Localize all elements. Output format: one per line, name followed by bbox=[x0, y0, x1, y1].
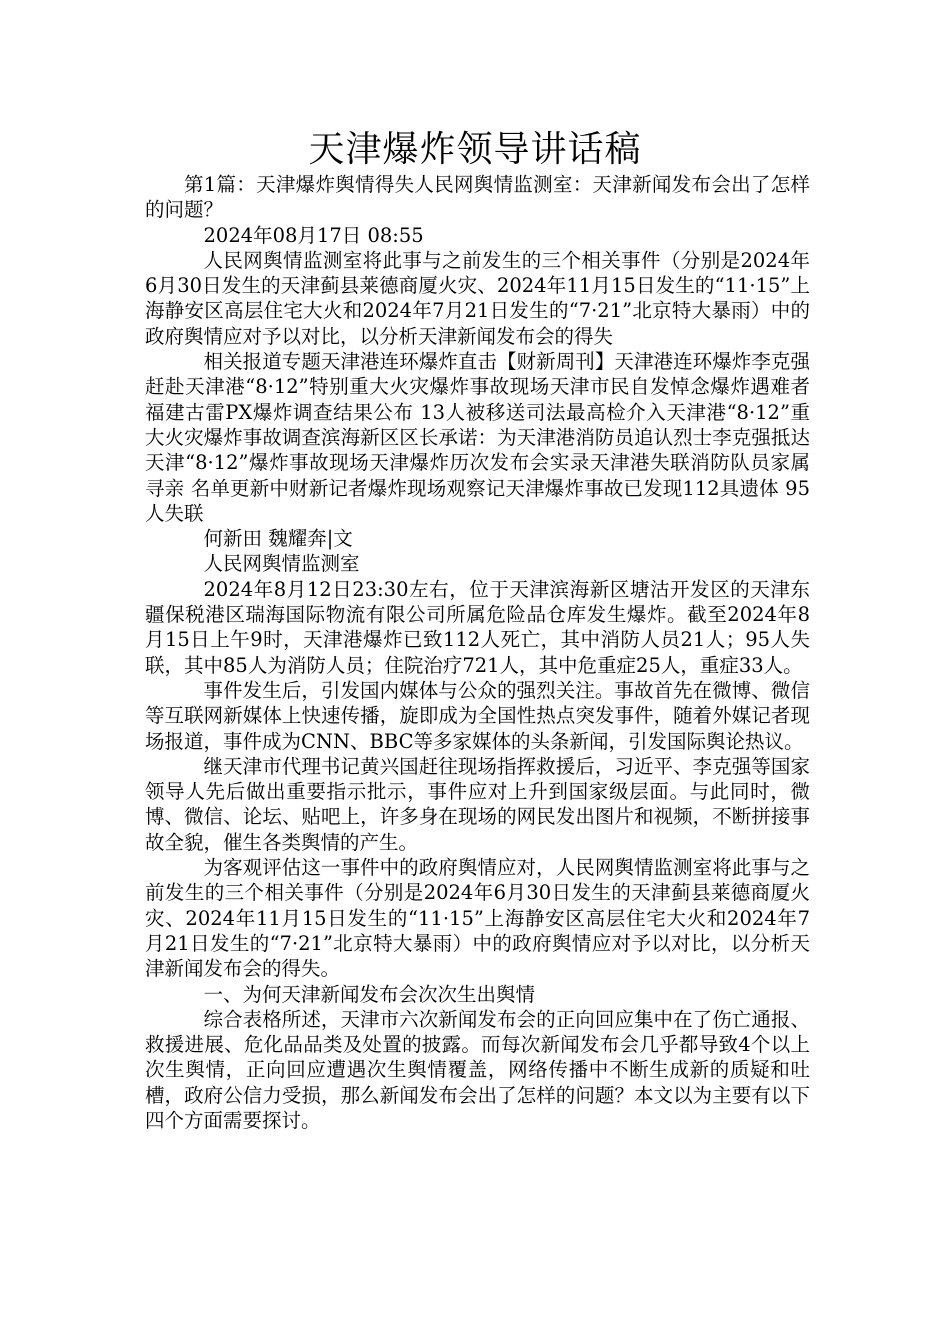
byline-organization: 人民网舆情监测室 bbox=[203, 552, 360, 576]
section-heading-part1: 第1篇：天津爆炸舆情得失人民网舆情监测室：天津新闻发布会出了怎样的问题？ bbox=[145, 173, 810, 222]
subsection-heading: 一、为何天津新闻发布会次次生出舆情 bbox=[203, 982, 536, 1006]
body-paragraph: 综合表格所述，天津市六次新闻发布会的正向回应集中在了伤亡通报、救援进展、危化品品类及处置的披露。而每次新闻发布会几乎都导致4个以上次生舆情，正向回应遭遇次生舆情覆盖，网络传播中不断生成新的质疑和吐槽，政府公信力受损，那么新闻发布会出了怎样的问题？本文以为主要有以下四个方面需要探讨。 bbox=[145, 1007, 810, 1132]
publish-datetime: 2024年08月17日 08:55 bbox=[203, 223, 424, 247]
byline-authors: 何新田 魏耀奔|文 bbox=[203, 527, 353, 551]
related-reports-paragraph: 相关报道专题天津港连环爆炸直击【财新周刊】天津港连环爆炸李克强赶赴天津港“8·12”特别重大火灾爆炸事故现场天津市民自发悼念爆炸遇难者福建古雷PX爆炸调查结果公布 13人被移送司法最高检介入天津港“8·12”重大火灾爆炸事故调查滨海新区区长承诺：为天津港消防员追认烈士李克强抵达天津“8·12”爆炸事故现场天津爆炸历次发布会实录天津港失联消防队员家属寻亲 名单更新中财新记者爆炸现场观察记天津爆炸事故已发现112具遗体 95人失联 bbox=[145, 350, 810, 525]
body-paragraph: 为客观评估这一事件中的政府舆情应对，人民网舆情监测室将此事与之前发生的三个相关事件（分别是2024年6月30日发生的天津蓟县莱德商厦火灾、2024年11月15日发生的“11·15”上海静安区高层住宅大火和2024年7月21日发生的“7·21”北京特大暴雨）中的政府舆情应对予以对比，以分析天津新闻发布会的得失。 bbox=[145, 856, 810, 981]
document-title: 天津爆炸领导讲话稿 bbox=[308, 129, 642, 170]
document-body bbox=[145, 172, 810, 1133]
body-paragraph: 2024年8月12日23:30左右，位于天津滨海新区塘沽开发区的天津东疆保税港区瑞海国际物流有限公司所属危险品仓库发生爆炸。截至2024年8月15日上午9时，天津港爆炸已致112人死亡，其中消防人员21人；95人失联，其中85人为消防人员；住院治疗721人，其中危重症25人，重症33人。 bbox=[145, 577, 810, 677]
summary-paragraph: 人民网舆情监测室将此事与之前发生的三个相关事件（分别是2024年6月30日发生的天津蓟县莱德商厦火灾、2024年11月15日发生的“11·15”上海静安区高层住宅大火和2024年7月21日发生的“7·21”北京特大暴雨）中的政府舆情应对予以对比，以分析天津新闻发布会的得失 bbox=[145, 248, 810, 348]
body-paragraph: 继天津市代理书记黄兴国赶往现场指挥救援后，习近平、李克强等国家领导人先后做出重要指示批示，事件应对上升到国家级层面。与此同时，微博、微信、论坛、贴吧上，许多身在现场的网民发出图片和视频，不断拼接事故全貌，催生各类舆情的产生。 bbox=[145, 754, 810, 854]
body-paragraph: 事件发生后，引发国内媒体与公众的强烈关注。事故首先在微博、微信等互联网新媒体上快速传播，旋即成为全国性热点突发事件，随着外媒记者现场报道，事件成为CNN、BBC等多家媒体的头条新闻，引发国际舆论热议。 bbox=[145, 678, 810, 753]
